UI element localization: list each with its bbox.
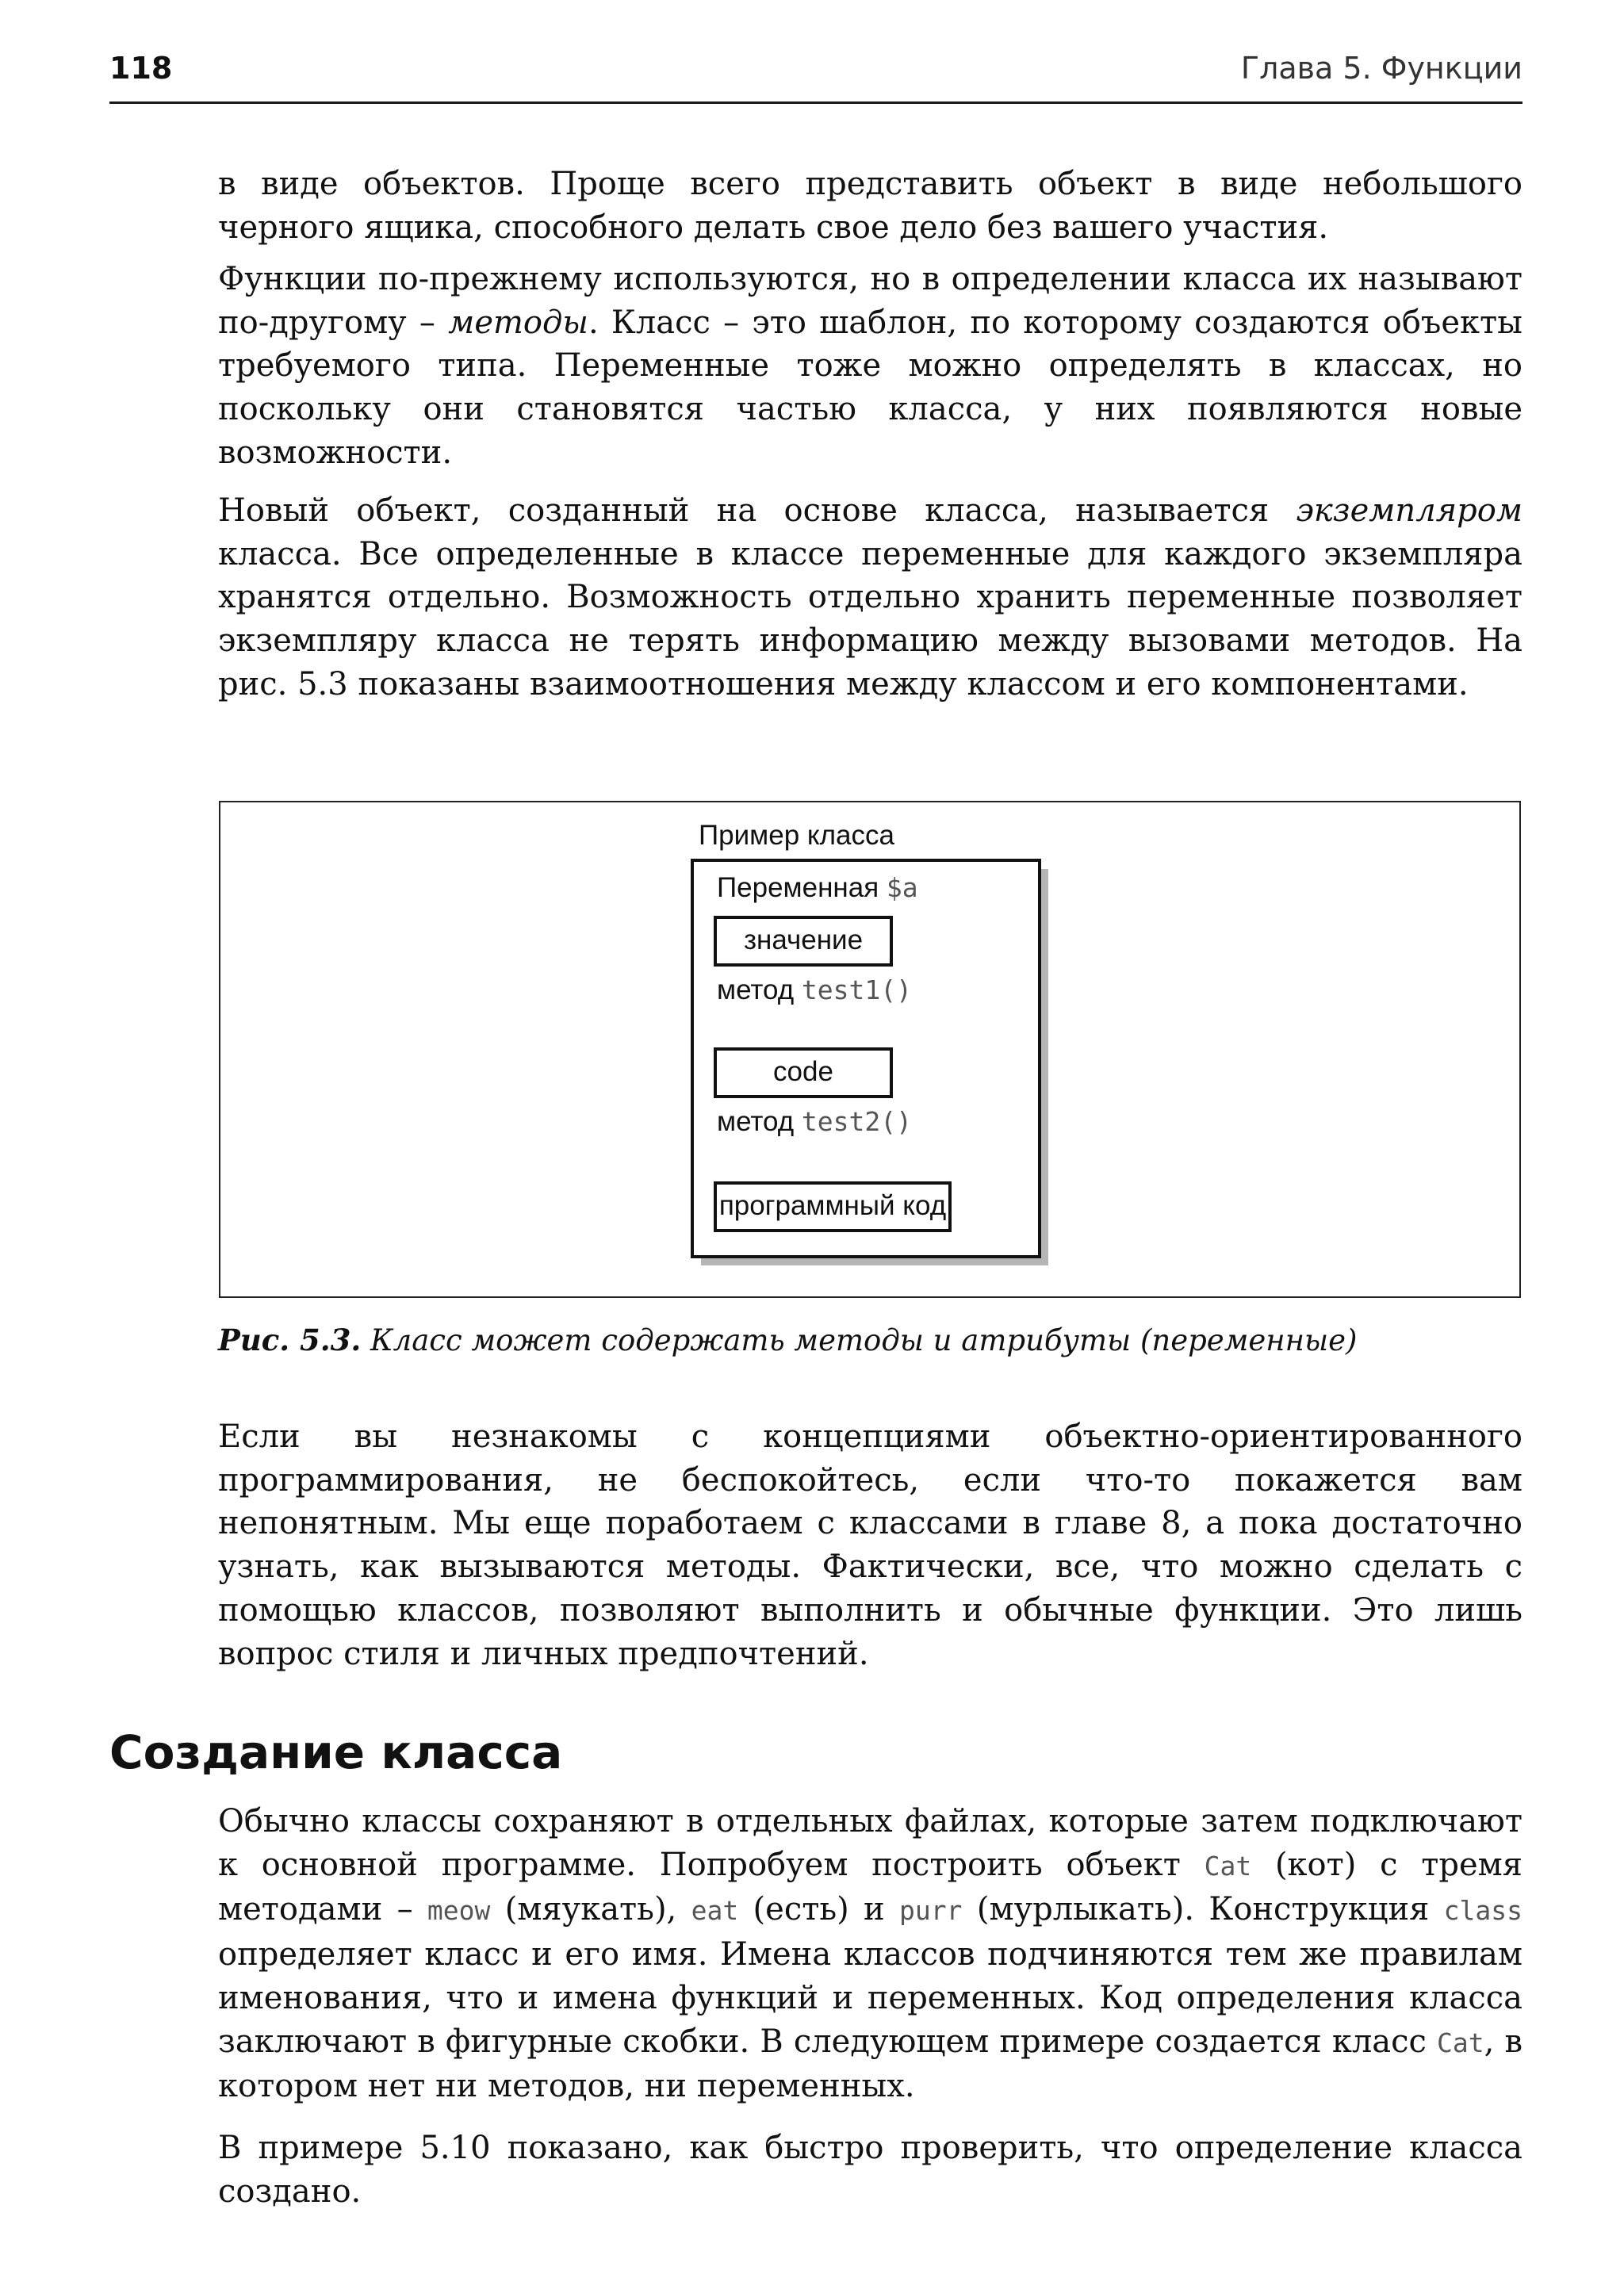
chapter-title: Глава 5. Функции — [1240, 51, 1522, 86]
method2-name: test2() — [801, 1106, 912, 1137]
section-heading: Создание класса — [109, 1725, 563, 1779]
paragraph-text: (кот) с тремя методами – — [218, 1846, 1522, 1928]
program-code-label: программный код — [718, 1190, 947, 1221]
paragraph-text: Если вы незнакомы с концепциями объектно-ориентированного программирования, не беспокойтесь, если что-то покажется вам непонятным. Мы еще поработаем с классами в главе 8, а пока достаточно узнать, как вызываются методы. Фактически, все, что можно сделать с помощью классов, позволяют выполнить и обычные функции. Это лишь вопрос стиля и личных предпочтений. — [218, 1418, 1522, 1672]
paragraph-instance — [218, 489, 1522, 706]
paragraph-text: , в котором нет ни методов, ни переменных. — [218, 2023, 1522, 2105]
paragraph-text: (мурлыкать). Конструкция — [962, 1891, 1444, 1928]
caption-text: Класс может содержать методы и атрибуты (переменные) — [370, 1323, 1358, 1357]
paragraph-text: Функции по-прежнему используются, но в определении класса их называют по-другому – — [218, 261, 1522, 341]
running-header — [109, 46, 1522, 104]
paragraph-methods — [218, 258, 1522, 475]
caption-label: Рис. 5.3. — [218, 1323, 362, 1357]
paragraph-text: Новый объект, созданный на основе класса, называется — [218, 492, 1297, 529]
figure-caption — [218, 1320, 1522, 1361]
paragraph-text: В примере 5.10 показано, как быстро проверить, что определение класса создано. — [218, 2130, 1522, 2210]
method-word: метод — [717, 974, 795, 1005]
method1-label — [717, 974, 912, 1006]
paragraph-text: класса. Все определенные в классе переменные для каждого экземпляра хранятся отдельно. Возможность отдельно хранить переменные позволяет экземпляру класса не терять информацию между вызовами методов. На рис. 5.3 показаны взаимоотношения между классом и его компонентами. — [218, 535, 1522, 702]
code-cat: Cat — [1437, 2027, 1484, 2058]
code-box-label: code — [773, 1056, 833, 1087]
paragraph-text: (мяукать), — [490, 1891, 691, 1928]
paragraph-text: определяет класс и его имя. Имена классов подчиняются тем же правилам именования, что и имена функций и переменных. Код определения класса заключают в фигурные скобки. В следующем примере создается класс — [218, 1936, 1522, 2060]
method-word: метод — [717, 1106, 795, 1137]
variable-label — [717, 872, 918, 904]
paragraph-example — [218, 2127, 1522, 2213]
code-meow: meow — [427, 1895, 491, 1927]
code-eat: eat — [691, 1895, 739, 1927]
paragraph-text: . Класс – это шаблон, по которому создаются объекты требуемого типа. Переменные тоже можно определять в классах, но поскольку они становятся частью класса, у них появляются новые возможности. — [218, 304, 1522, 471]
page-number: 118 — [109, 51, 173, 86]
class-example-title: Пример класса — [699, 820, 894, 851]
paragraph-create-class — [218, 1800, 1522, 2108]
paragraph-text: Обычно классы сохраняют в отдельных файлах, которые затем подключают к основной программе. Попробуем построить объект — [218, 1803, 1522, 1883]
variable-word: Переменная — [717, 872, 879, 903]
code-cat: Cat — [1204, 1850, 1252, 1882]
method2-label — [717, 1106, 912, 1138]
paragraph-text: (есть) и — [738, 1891, 900, 1928]
paragraph-oop — [218, 1415, 1522, 1675]
term-instance: экземпляром — [1296, 492, 1522, 529]
paragraph-objects — [218, 163, 1522, 249]
variable-name: $a — [886, 872, 918, 903]
value-box-label: значение — [743, 925, 864, 955]
code-class: class — [1443, 1895, 1523, 1927]
paragraph-text: в виде объектов. Проще всего представить объект в виде небольшого черного ящика, способного делать свое дело без вашего участия. — [218, 166, 1522, 246]
code-purr: purr — [899, 1895, 963, 1927]
method1-name: test1() — [801, 974, 912, 1005]
figure-frame — [219, 801, 1521, 1298]
term-methods: методы — [448, 304, 588, 341]
